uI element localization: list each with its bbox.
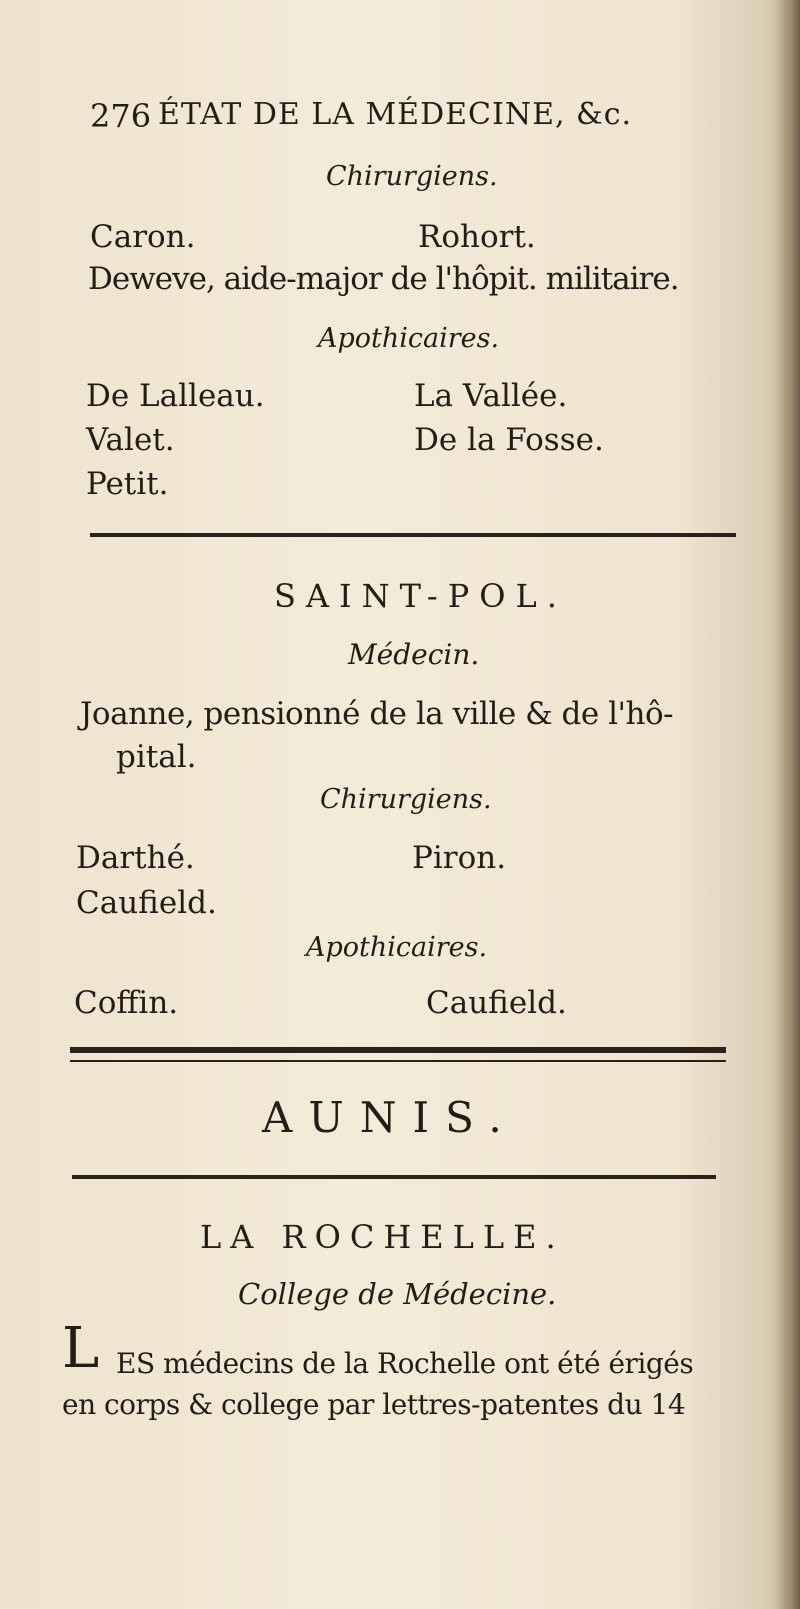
college-heading: College de Médecine. [238, 1277, 557, 1311]
saint-pol-chirurgien-left-1: Darthé. [76, 840, 195, 876]
apothicaire-left-2: Valet. [86, 422, 175, 458]
saint-pol-apothicaires-heading: Apothicaires. [306, 932, 488, 963]
drop-cap: L [62, 1316, 100, 1381]
medecin-heading: Médecin. [348, 638, 480, 671]
divider-rule-2b [70, 1060, 726, 1062]
medecin-line-1: Joanne, pensionné de la ville & de l'hô- [80, 696, 674, 732]
apothicaire-left-3: Petit. [86, 466, 169, 502]
paragraph-line-1: ES médecins de la Rochelle ont été érigés [116, 1347, 694, 1380]
saint-pol-apothicaire-left-1: Coffin. [74, 985, 179, 1021]
aunis-title: AUNIS. [262, 1093, 518, 1142]
chirurgien-right-1: Rohort. [418, 219, 536, 255]
paragraph-line-2: en corps & college par lettres-patentes du 14 [62, 1388, 686, 1421]
saint-pol-title: SAINT-POL. [274, 577, 567, 615]
page-number: 276 [90, 97, 152, 135]
la-rochelle-title: LA ROCHELLE. [200, 1218, 565, 1256]
chirurgiens-heading: Chirurgiens. [326, 161, 498, 192]
running-title: ÉTAT DE LA MÉDECINE, &c. [158, 97, 633, 132]
saint-pol-chirurgien-left-2: Caufield. [76, 885, 217, 921]
page-binding-shadow [776, 0, 800, 1609]
divider-rule-2a [70, 1047, 726, 1053]
chirurgien-left-1: Caron. [90, 219, 196, 255]
apothicaires-heading: Apothicaires. [318, 323, 500, 354]
chirurgien-full-line: Deweve, aide-major de l'hôpit. militaire. [88, 261, 679, 297]
medecin-line-2: pital. [116, 739, 197, 775]
apothicaire-right-1: La Vallée. [414, 378, 568, 414]
apothicaire-left-1: De Lalleau. [86, 378, 265, 414]
divider-rule-1 [90, 533, 736, 537]
saint-pol-chirurgiens-heading: Chirurgiens. [320, 784, 492, 815]
apothicaire-right-2: De la Fosse. [414, 422, 604, 458]
divider-rule-3 [72, 1175, 716, 1179]
saint-pol-chirurgien-right-1: Piron. [412, 840, 507, 876]
saint-pol-apothicaire-right-1: Caufield. [426, 985, 567, 1021]
